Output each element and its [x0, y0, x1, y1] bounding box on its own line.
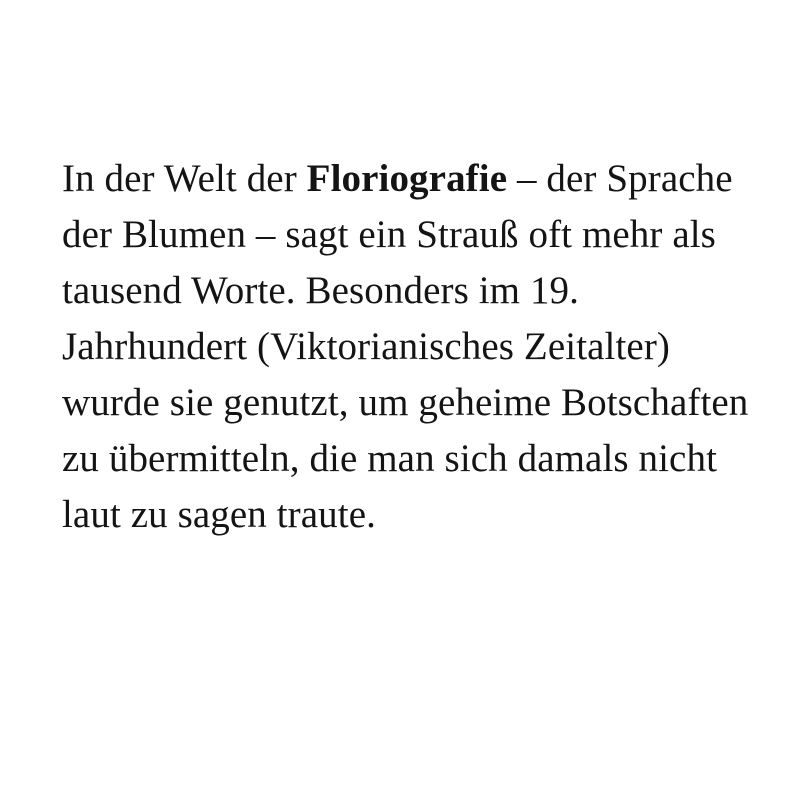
paragraph-text-lead: In der Welt der: [62, 157, 307, 200]
paragraph-text-rest: – der Sprache der Blumen – sagt ein Strauß oft mehr als tausend Worte. Besonders im 19. Jahrhundert (Viktorianisches Zeitalter) wurde sie genutzt, um geheime Botschaften zu übermitteln, die man sich damals nicht laut zu sagen traute.: [62, 157, 749, 536]
paragraph-emphasis-floriografie: Floriografie: [306, 157, 508, 200]
body-paragraph: [62, 151, 752, 543]
